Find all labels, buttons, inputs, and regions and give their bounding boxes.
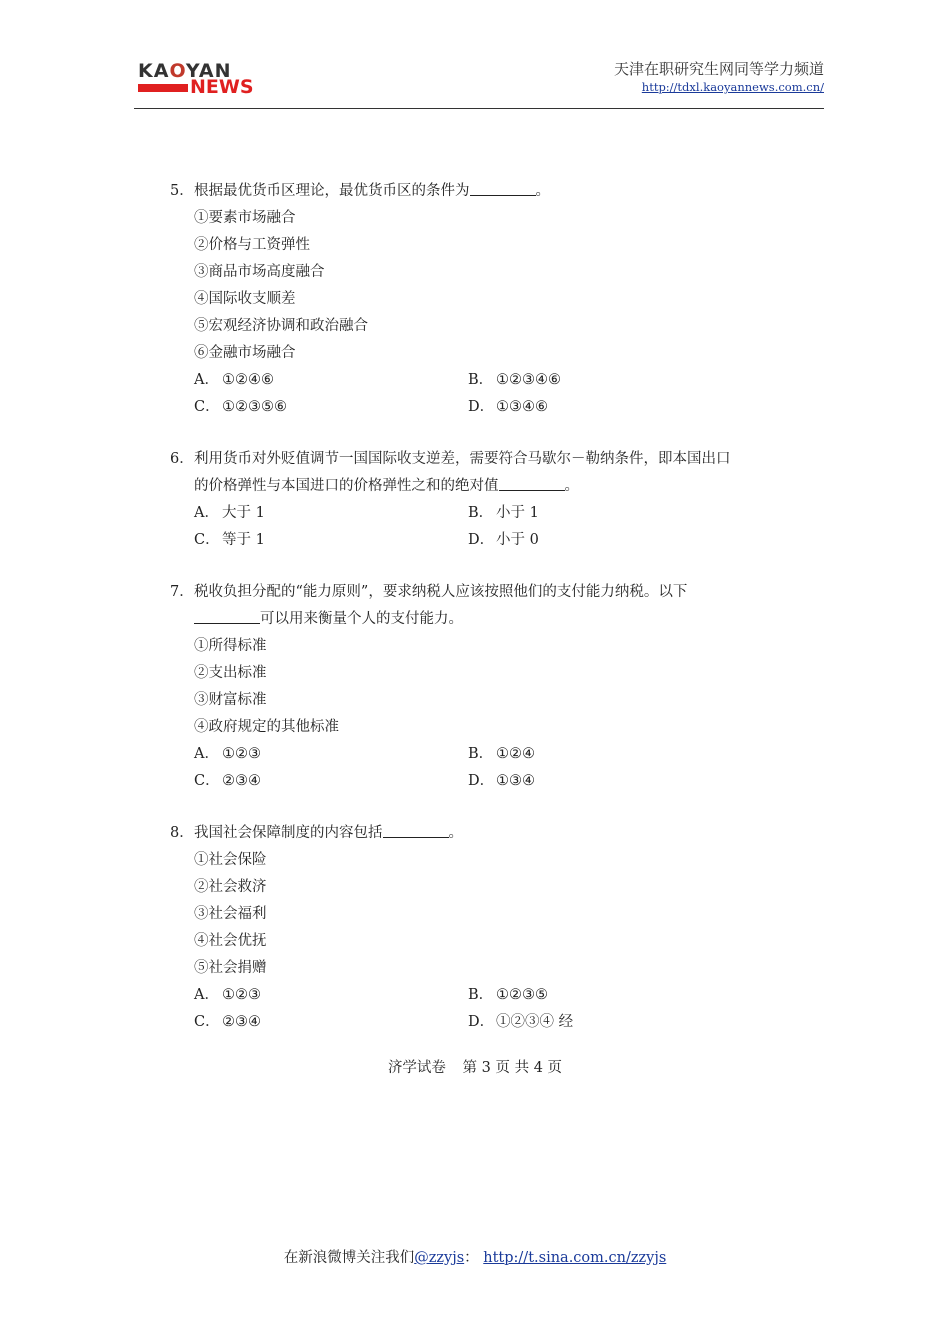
option-b: B． 小于 1 xyxy=(468,505,539,521)
question-item: ⑤宏观经济协调和政治融合 xyxy=(194,318,368,334)
logo-text-bottom: NEWS xyxy=(190,76,254,98)
question-7 xyxy=(170,579,820,795)
option-b: B． ①②④ xyxy=(468,746,535,762)
question-item: ⑤社会捐赠 xyxy=(194,960,267,976)
answer-blank xyxy=(470,179,536,196)
exam-name: 济学试卷 xyxy=(387,1060,446,1076)
option-c: C． 等于 1 xyxy=(194,532,265,548)
site-url-link[interactable]: http://tdxl.kaoyannews.com.cn/ xyxy=(641,80,824,94)
weibo-handle-link[interactable]: @zzyjs xyxy=(414,1250,465,1266)
page-number: 第 3 页 共 4 页 xyxy=(462,1060,563,1076)
question-item: ④政府规定的其他标准 xyxy=(194,719,339,735)
question-item: ③社会福利 xyxy=(194,906,267,922)
question-stem-line-1: 利用货币对外贬值调节一国国际收支逆差，需要符合马歇尔－勒纳条件，即本国出口 xyxy=(194,451,731,467)
question-stem-line-2: 可以用来衡量个人的支付能力。 xyxy=(170,606,820,633)
option-d: D． ①③④⑥ xyxy=(468,399,548,415)
question-item: ②社会救济 xyxy=(194,879,267,895)
question-stem-line-2: 的价格弹性与本国进口的价格弹性之和的绝对值 。 xyxy=(170,473,820,500)
option-c: C． ②③④ xyxy=(194,773,261,789)
answer-options xyxy=(170,367,820,421)
question-8 xyxy=(170,820,820,1036)
answer-blank xyxy=(194,607,260,624)
page-header xyxy=(134,52,824,109)
question-stem-line-1: 税收负担分配的“能力原则”，要求纳税人应该按照他们的支付能力纳税。以下 xyxy=(194,584,688,600)
question-item: ④社会优抚 xyxy=(194,933,267,949)
option-a: A． 大于 1 xyxy=(194,505,265,521)
answer-options xyxy=(170,982,820,1036)
question-6 xyxy=(170,446,820,554)
question-item: ②价格与工资弹性 xyxy=(194,237,310,253)
question-item: ④国际收支顺差 xyxy=(194,291,296,307)
option-b: B． ①②③④⑥ xyxy=(468,372,561,388)
answer-blank xyxy=(499,474,565,491)
logo-text-top: KAOYAN xyxy=(138,60,232,82)
option-a: A． ①②④⑥ xyxy=(194,372,274,388)
answer-options xyxy=(170,741,820,795)
option-b: B． ①②③⑤ xyxy=(468,987,548,1003)
question-number: 8． xyxy=(170,825,194,841)
weibo-follow-line xyxy=(0,1246,950,1267)
kaoyan-news-logo[interactable] xyxy=(138,60,254,98)
question-item: ②支出标准 xyxy=(194,665,267,681)
question-stem: 我国社会保障制度的内容包括 。 xyxy=(194,820,820,847)
logo-red-strip xyxy=(138,84,188,92)
option-c: C． ①②③⑤⑥ xyxy=(194,399,287,415)
answer-options xyxy=(170,500,820,554)
question-number: 6． xyxy=(170,451,194,467)
option-c: C． ②③④ xyxy=(194,1014,261,1030)
exam-content xyxy=(170,178,820,1061)
question-item: ①所得标准 xyxy=(194,638,267,654)
question-item: ③商品市场高度融合 xyxy=(194,264,325,280)
question-item: ①要素市场融合 xyxy=(194,210,296,226)
option-d: D． ①②③④ 经 xyxy=(468,1014,574,1030)
weibo-follow-text: 在新浪微博关注我们 xyxy=(283,1250,415,1266)
question-item: ③财富标准 xyxy=(194,692,267,708)
question-number: 7． xyxy=(170,584,194,600)
site-title: 天津在职研究生网同等学力频道 xyxy=(613,60,824,78)
question-item: ⑥金融市场融合 xyxy=(194,345,296,361)
option-a: A． ①②③ xyxy=(194,746,261,762)
answer-blank xyxy=(383,821,449,838)
question-5 xyxy=(170,178,820,421)
question-stem: 根据最优货币区理论，最优货币区的条件为 。 xyxy=(194,178,820,205)
page-footer xyxy=(0,1056,950,1077)
weibo-url-link[interactable]: http://t.sina.com.cn/zzyjs xyxy=(483,1250,667,1266)
question-item: ①社会保险 xyxy=(194,852,267,868)
question-number: 5． xyxy=(170,183,194,199)
weibo-separator: ： xyxy=(464,1250,479,1266)
option-d: D． ①③④ xyxy=(468,773,535,789)
option-d: D． 小于 0 xyxy=(468,532,539,548)
option-a: A． ①②③ xyxy=(194,987,261,1003)
